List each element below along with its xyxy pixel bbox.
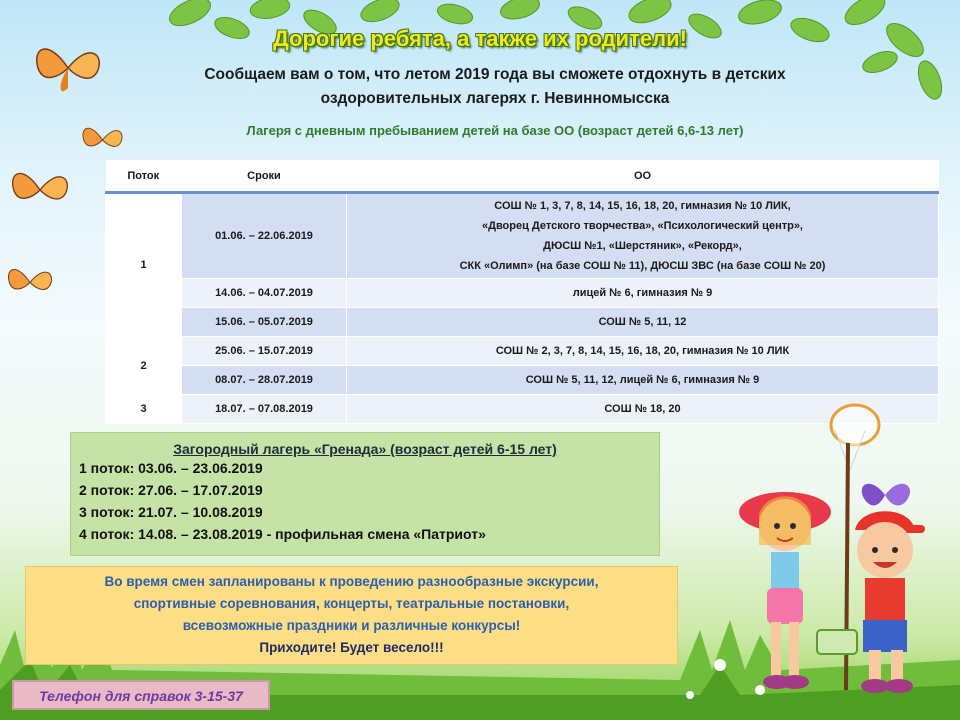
intro-line: оздоровительных лагерях г. Невинномысска	[320, 90, 670, 107]
day-camps-heading: Лагеря с дневным пребыванием детей на базе ОО (возраст детей 6,6-13 лет)	[246, 123, 744, 138]
org-cell: лицей № 6, гимназия № 9	[347, 279, 939, 308]
country-camp-heading: Загородный лагерь «Гренада» (возраст детей 6-15 лет)	[173, 441, 557, 457]
table-row	[106, 279, 939, 308]
activities-note	[25, 566, 678, 665]
period-cell: 01.06. – 22.06.2019	[182, 193, 347, 279]
note-line: спортивные соревнования, концерты, театральные постановки,	[133, 596, 570, 611]
org-line: СОШ № 1, 3, 7, 8, 14, 15, 16, 18, 20, гимназия № 10 ЛИК,	[494, 200, 791, 212]
org-line: «Дворец Детского творчества», «Психологический центр»,	[481, 220, 803, 232]
org-cell	[347, 193, 939, 279]
org-line: СКК «Олимп» (на базе СОШ № 11), ДЮСШ ЗВС (на базе СОШ № 20)	[459, 260, 826, 272]
org-line: ДЮСШ №1, «Шерстяник», «Рекорд»,	[543, 240, 742, 252]
note-line: всевозможные праздники и различные конкурсы!	[182, 618, 521, 633]
country-camp-line: 1 поток: 03.06. – 23.06.2019	[79, 460, 263, 476]
flow-cell: 3	[106, 395, 182, 424]
org-cell: СОШ № 2, 3, 7, 8, 14, 15, 16, 18, 20, гимназия № 10 ЛИК	[347, 337, 939, 366]
butterfly-icon	[0, 155, 80, 225]
period-cell: 25.06. – 15.07.2019	[182, 337, 347, 366]
period-cell: 14.06. – 04.07.2019	[182, 279, 347, 308]
period-cell: 08.07. – 28.07.2019	[182, 366, 347, 395]
note-line: Во время смен запланированы к проведению разнообразные экскурсии,	[104, 574, 599, 589]
butterfly-icon	[0, 255, 60, 310]
day-camps-table	[105, 160, 939, 424]
period-cell: 15.06. – 05.07.2019	[182, 308, 347, 337]
country-camp-box	[70, 432, 660, 556]
country-camp-line: 4 поток: 14.08. – 23.08.2019 - профильная смена «Патриот»	[79, 526, 486, 542]
country-camp-line: 3 поток: 21.07. – 10.08.2019	[79, 504, 263, 520]
intro-line: Сообщаем вам о том, что летом 2019 года вы сможете отдохнуть в детских	[204, 66, 786, 83]
flow-cell: 2	[106, 337, 182, 395]
table-row	[106, 193, 939, 279]
table-row	[106, 337, 939, 366]
note-line: Приходите! Будет весело!!!	[259, 640, 444, 655]
column-header: Сроки	[182, 160, 347, 193]
org-cell: СОШ № 18, 20	[347, 395, 939, 424]
org-cell: СОШ № 5, 11, 12	[347, 308, 939, 337]
column-header: Поток	[106, 160, 182, 193]
table-row	[106, 308, 939, 337]
country-camp-line: 2 поток: 27.06. – 17.07.2019	[79, 482, 263, 498]
intro-text	[130, 63, 860, 111]
period-cell: 18.07. – 07.08.2019	[182, 395, 347, 424]
table-row	[106, 366, 939, 395]
org-cell: СОШ № 5, 11, 12, лицей № 6, гимназия № 9	[347, 366, 939, 395]
page-title: Дорогие ребята, а также их родители!	[273, 26, 687, 51]
phone-label: Телефон для справок 3-15-37	[12, 680, 270, 710]
children-illustration	[735, 470, 960, 705]
column-header: ОО	[347, 160, 939, 193]
flow-cell: 1	[106, 193, 182, 337]
